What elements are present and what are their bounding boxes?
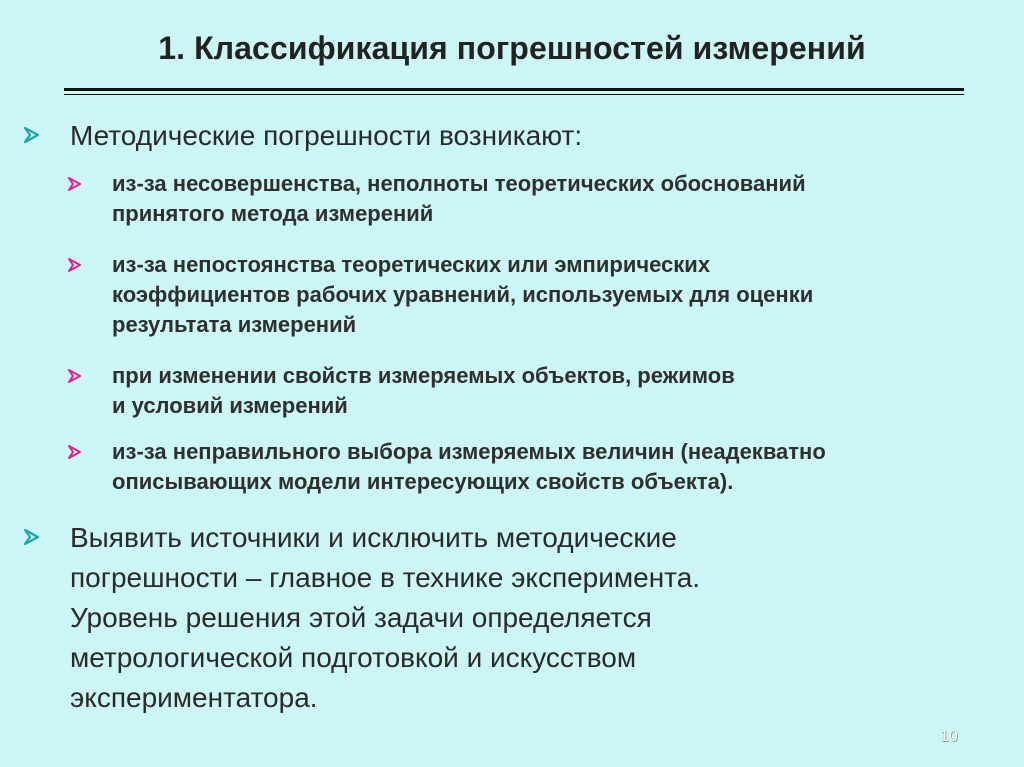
bullet-line: при изменении свойств измеряемых объектов, режимов — [112, 363, 735, 388]
title-underline-thin — [64, 94, 964, 95]
bullet-text — [70, 116, 582, 156]
page-number: 10 — [940, 728, 958, 745]
bullet-line: Уровень решения этой задачи определяется — [70, 602, 652, 633]
bullet-line: из-за несовершенства, неполноты теоретических обоснований — [112, 171, 806, 196]
bullet-text — [70, 518, 700, 718]
sub-bullet-text — [112, 250, 992, 340]
sub-bullet-text — [112, 169, 992, 229]
bullet-line: Выявить источники и исключить методические — [70, 522, 677, 553]
title-underline-thick — [64, 88, 964, 91]
bullet-line: принятого метода измерений — [112, 201, 434, 226]
sub-bullet-text — [112, 361, 992, 421]
bullet-line: Методические погрешности возникают: — [70, 120, 583, 151]
bullet-line: экспериментатора. — [70, 682, 318, 713]
bullet-line: из-за непостоянства теоретических или эмпирических — [112, 252, 711, 277]
slide-title: 1. Классификация погрешностей измерений — [158, 30, 866, 66]
bullet-line: метрологической подготовкой и искусством — [70, 642, 637, 673]
sub-bullet-text — [112, 437, 992, 497]
bullet-line: погрешности – главное в технике эксперимента. — [70, 562, 701, 593]
bullet-line: описывающих модели интересующих свойств объекта). — [112, 469, 734, 494]
bullet-line: из-за неправильного выбора измеряемых величин (неадекватно — [112, 439, 826, 464]
bullet-line: коэффициентов рабочих уравнений, используемых для оценки — [112, 282, 814, 307]
bullet-line: результата измерений — [112, 312, 357, 337]
bullet-line: и условий измерений — [112, 393, 348, 418]
